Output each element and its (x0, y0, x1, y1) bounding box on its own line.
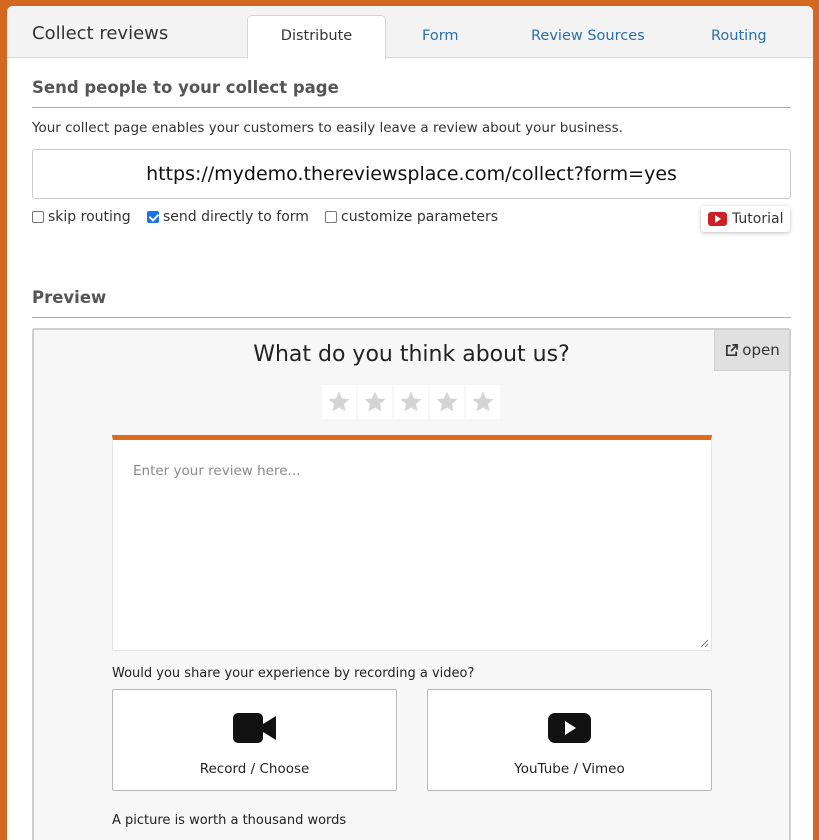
tab-distribute[interactable]: Distribute (247, 15, 386, 59)
send-directly-checkbox[interactable] (147, 211, 159, 223)
open-label: open (742, 341, 780, 359)
play-button-icon (548, 712, 592, 744)
picture-note: A picture is worth a thousand words (112, 813, 347, 828)
send-directly-option[interactable] (147, 209, 309, 225)
main-panel (7, 6, 813, 840)
star-5-icon[interactable] (466, 385, 500, 419)
preview-heading: Preview (32, 288, 107, 307)
send-directly-label: send directly to form (163, 209, 309, 225)
tutorial-button[interactable] (701, 206, 790, 232)
review-textarea[interactable] (112, 435, 712, 651)
star-4-icon[interactable] (430, 385, 464, 419)
star-2-icon[interactable] (358, 385, 392, 419)
customize-parameters-label: customize parameters (341, 209, 499, 225)
record-video-button[interactable] (112, 689, 397, 791)
customize-parameters-option[interactable] (325, 209, 498, 225)
youtube-vimeo-button[interactable] (427, 689, 712, 791)
rating-question: What do you think about us? (253, 342, 570, 367)
review-placeholder: Enter your review here... (133, 463, 301, 479)
collect-url-field[interactable]: https://mydemo.thereviewsplace.com/collect?form=yes (32, 149, 791, 199)
section-divider (32, 107, 791, 108)
record-choose-label: Record / Choose (199, 761, 310, 777)
skip-routing-checkbox[interactable] (32, 211, 44, 223)
page-title: Collect reviews (32, 23, 169, 44)
resize-grip-icon[interactable] (700, 639, 709, 648)
tutorial-label: Tutorial (732, 211, 784, 227)
youtube-icon (708, 212, 727, 226)
collect-page-description: Your collect page enables your customers to easily leave a review about your business. (32, 120, 623, 136)
skip-routing-label: skip routing (48, 209, 131, 225)
tab-form[interactable]: Form (422, 28, 459, 44)
star-3-icon[interactable] (394, 385, 428, 419)
header-bar (7, 6, 813, 58)
star-rating (322, 385, 500, 419)
skip-routing-option[interactable] (32, 209, 131, 225)
youtube-vimeo-label: YouTube / Vimeo (514, 761, 625, 777)
tab-review-sources[interactable]: Review Sources (531, 28, 645, 44)
star-1-icon[interactable] (322, 385, 356, 419)
customize-parameters-checkbox[interactable] (325, 211, 337, 223)
send-people-heading: Send people to your collect page (32, 78, 339, 97)
preview-frame (32, 328, 791, 840)
preview-divider (32, 317, 791, 318)
video-question: Would you share your experience by recording a video? (112, 666, 475, 681)
tab-routing[interactable]: Routing (711, 28, 767, 44)
video-camera-icon (233, 712, 277, 744)
